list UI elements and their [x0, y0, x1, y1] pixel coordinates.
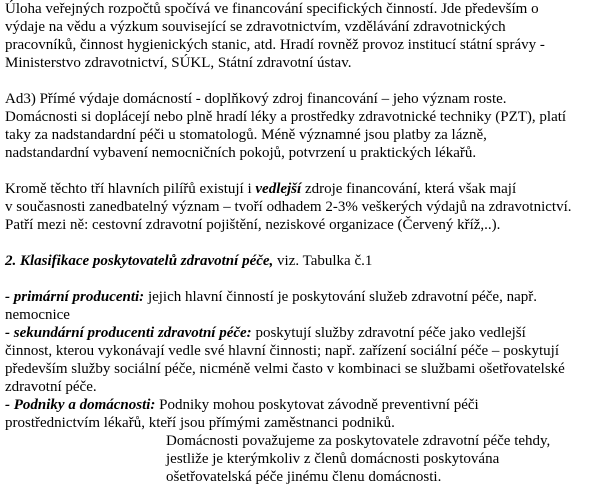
text-span: Podniky mohou poskytovat závodně preventivní péči	[155, 397, 479, 413]
text-line	[5, 288, 609, 306]
paragraph-gap	[5, 162, 609, 180]
text-span: Kromě těchto tří hlavních pilířů existují i	[5, 181, 256, 197]
text-line: v současnosti zanedbatelný význam – tvoří odhadem 2-3% veškerých výdajů na zdravotnictví.	[5, 199, 572, 215]
text-line: zdravotní péče.	[5, 379, 97, 395]
list-term: - sekundární producenti zdravotní péče:	[5, 325, 252, 341]
text-line: Úloha veřejných rozpočtů spočívá ve financování specifických činností. Jde především o	[5, 1, 539, 17]
text-line: nemocnice	[5, 307, 70, 323]
paragraph-gap	[5, 234, 609, 252]
text-line: Ministerstvo zdravotnictví, SÚKL, Státní zdravotní ústav.	[5, 55, 352, 71]
paragraph-gap	[5, 270, 609, 288]
text-line: nadstandardní vybavení nemocničních pokojů, potvrzení u praktických lékařů.	[5, 145, 477, 161]
heading-title: 2. Klasifikace poskytovatelů zdravotní péče,	[5, 253, 274, 269]
list-item-primary-producers	[5, 288, 609, 324]
section-heading	[5, 252, 609, 270]
list-item-secondary-producers	[5, 324, 609, 396]
text-line-indented: jestliže je kterýmkoliv z členů domácnosti poskytována	[166, 451, 500, 467]
text-line: především služby sociální péče, nicméně velmi často v kombinaci se službami ošetřovatelské	[5, 361, 565, 377]
text-line-indented: ošetřovatelská péče jinému členu domácnosti.	[166, 469, 442, 485]
text-line: Domácnosti si doplácejí nebo plně hradí léky a prostředky zdravotnické techniky (PZT), platí	[5, 109, 567, 125]
text-line: prostřednictvím lékařů, kteří jsou přímými zaměstnanci podniků.	[5, 415, 395, 431]
heading-reference: viz. Tabulka č.1	[273, 253, 373, 269]
text-span: poskytují služby zdravotní péče jako vedlejší	[251, 325, 526, 341]
text-line: Patří mezi ně: cestovní zdravotní pojištění, neziskové organizace (Červený kříž,..).	[5, 217, 501, 233]
paragraph-gap	[5, 72, 609, 90]
text-line: Ad3) Přímé výdaje domácností - doplňkový zdroj financování – jeho význam roste.	[5, 91, 507, 107]
text-span: jejich hlavní činností je poskytování služeb zdravotní péče, např.	[144, 289, 537, 305]
list-term: - primární producenti:	[5, 289, 145, 305]
paragraph-household-expenses	[5, 90, 609, 162]
text-line-indented: Domácnosti považujeme za poskytovatele zdravotní péče tehdy,	[166, 433, 551, 449]
provider-list	[5, 288, 609, 486]
text-span: zdroje financování, která však mají	[301, 181, 517, 197]
paragraph-public-budgets	[5, 0, 609, 72]
emphasis-term: vedlejší	[255, 181, 302, 197]
text-line: činnost, kterou vykonávají vedle své hlavní činnosti; např. zařízení sociální péče – poskytují	[5, 343, 560, 359]
list-term: - Podniky a domácnosti:	[5, 397, 156, 413]
document-body	[5, 0, 609, 486]
list-item-companies-households	[5, 396, 609, 486]
text-line	[5, 180, 609, 198]
text-line: pracovníků, činnost hygienických stanic, atd. Hradí rovněž provoz institucí státní správy -	[5, 37, 545, 53]
text-line: výdaje na vědu a výzkum související se zdravotnictvím, vzdělávání zdravotnických	[5, 19, 506, 35]
text-line: taky za nadstandardní péči u stomatologů. Méně významné jsou platby za lázně,	[5, 127, 487, 143]
text-line	[5, 396, 609, 414]
paragraph-secondary-sources	[5, 180, 609, 234]
text-line	[5, 324, 609, 342]
